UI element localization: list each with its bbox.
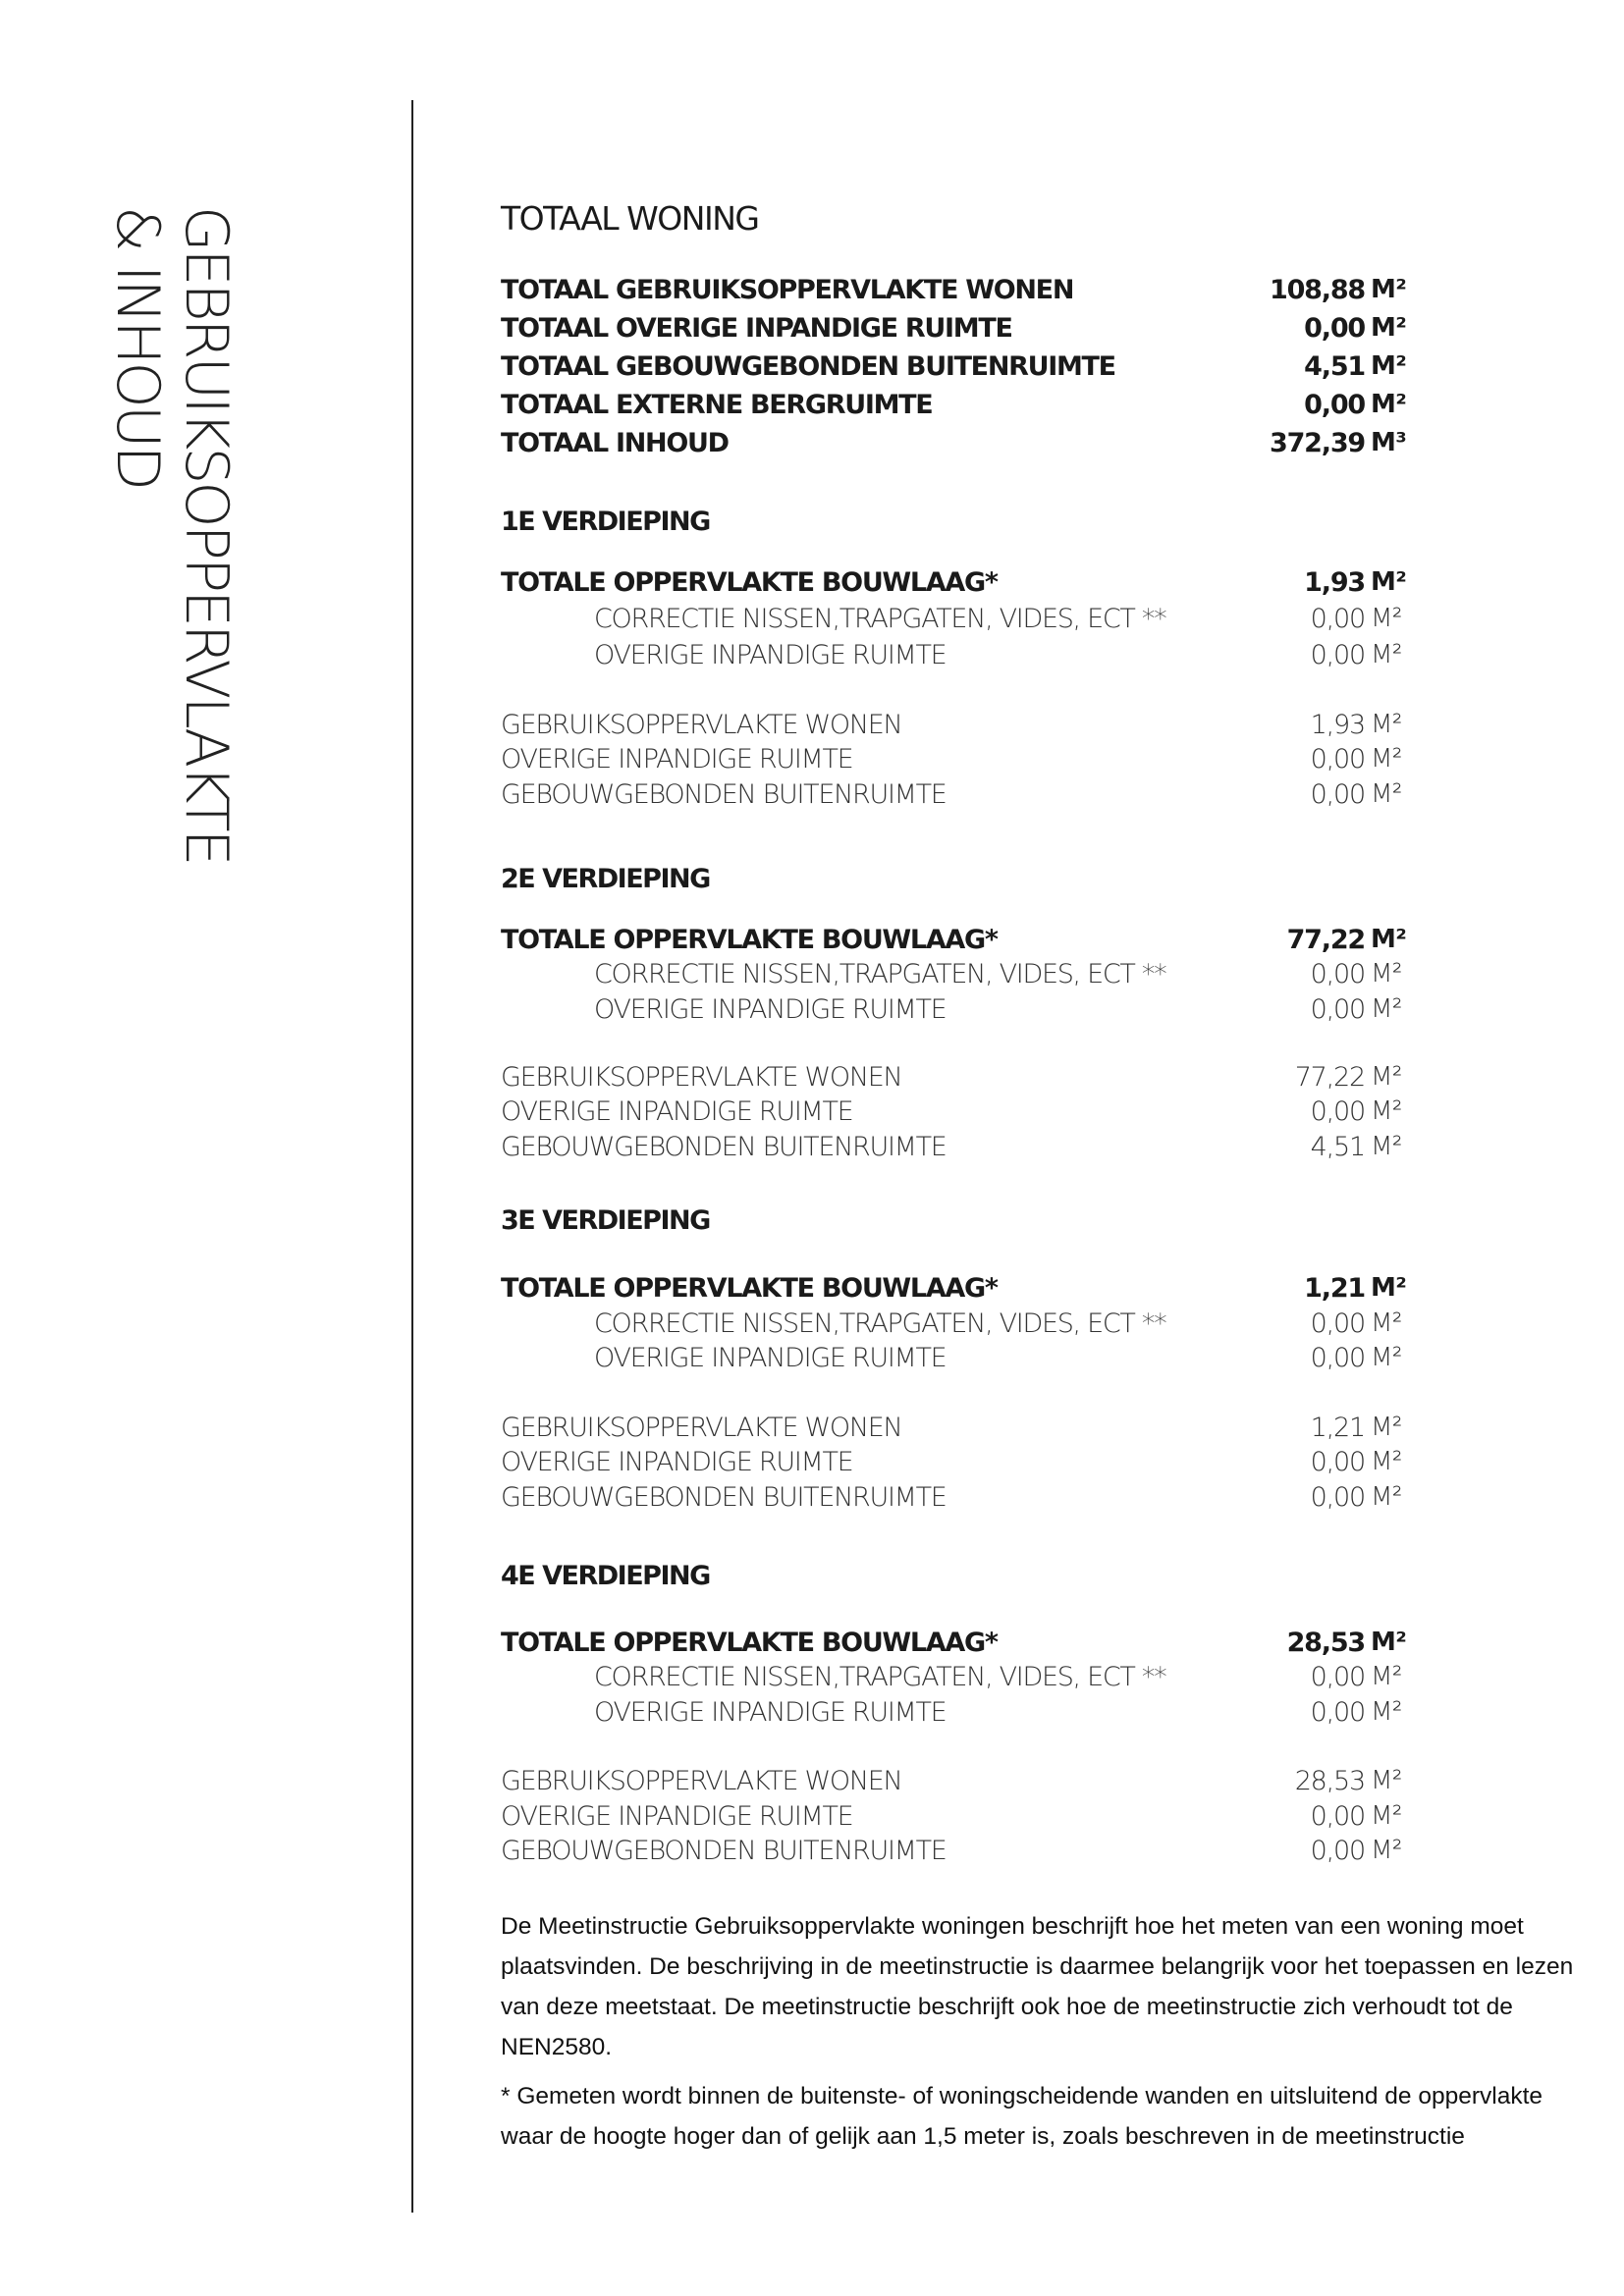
totals-unit: M² — [1371, 351, 1407, 381]
totals-unit: M³ — [1371, 428, 1407, 457]
totals-unit: M² — [1371, 313, 1407, 343]
bouwlaag-unit: M² — [1371, 1628, 1407, 1657]
area-label: GEBRUIKSOPPERVLAKTE WONEN — [501, 710, 902, 740]
correction-label: OVERIGE INPANDIGE RUIMTE — [594, 994, 947, 1025]
correction-label: OVERIGE INPANDIGE RUIMTE — [594, 1343, 947, 1373]
area-unit: M² — [1371, 1766, 1402, 1795]
totals-value: 372,39 — [1270, 428, 1365, 458]
correction-unit: M² — [1371, 1343, 1402, 1372]
correction-unit: M² — [1371, 959, 1402, 988]
correction-label: OVERIGE INPANDIGE RUIMTE — [594, 1697, 947, 1728]
correction-value: 0,00 — [1310, 1662, 1365, 1692]
totals-value: 108,88 — [1270, 275, 1365, 305]
floor-title: 1E VERDIEPING — [501, 507, 710, 537]
bouwlaag-value: 1,21 — [1304, 1273, 1365, 1304]
area-label: OVERIGE INPANDIGE RUIMTE — [501, 1801, 853, 1832]
area-value: 1,21 — [1310, 1413, 1365, 1443]
totals-label: TOTAAL GEBRUIKSOPPERVLAKTE WONEN — [501, 275, 1074, 305]
totals-unit: M² — [1371, 390, 1407, 419]
area-unit: M² — [1371, 1132, 1402, 1161]
correction-unit: M² — [1371, 1662, 1402, 1691]
correction-unit: M² — [1371, 994, 1402, 1024]
area-unit: M² — [1371, 744, 1402, 774]
area-unit: M² — [1371, 1447, 1402, 1476]
area-label: GEBRUIKSOPPERVLAKTE WONEN — [501, 1062, 902, 1093]
area-label: GEBOUWGEBONDEN BUITENRUIMTE — [501, 1132, 947, 1162]
totals-label: TOTAAL EXTERNE BERGRUIMTE — [501, 390, 933, 420]
area-label: GEBOUWGEBONDEN BUITENRUIMTE — [501, 779, 947, 810]
correction-unit: M² — [1371, 604, 1402, 633]
correction-label: CORRECTIE NISSEN,TRAPGATEN, VIDES, ECT ** — [594, 1662, 1166, 1692]
correction-value: 0,00 — [1310, 604, 1365, 634]
correction-unit: M² — [1371, 1308, 1402, 1338]
correction-label: OVERIGE INPANDIGE RUIMTE — [594, 640, 947, 670]
area-unit: M² — [1371, 779, 1402, 809]
totals-value: 0,00 — [1304, 390, 1365, 420]
correction-label: CORRECTIE NISSEN,TRAPGATEN, VIDES, ECT ** — [594, 959, 1166, 989]
correction-value: 0,00 — [1310, 959, 1365, 989]
totals-value: 0,00 — [1304, 313, 1365, 344]
correction-value: 0,00 — [1310, 1343, 1365, 1373]
bouwlaag-value: 77,22 — [1286, 925, 1365, 955]
bouwlaag-unit: M² — [1371, 567, 1407, 597]
area-value: 0,00 — [1310, 1096, 1365, 1127]
floor-title: 3E VERDIEPING — [501, 1205, 710, 1236]
area-value: 0,00 — [1310, 1836, 1365, 1866]
bouwlaag-label: TOTALE OPPERVLAKTE BOUWLAAG* — [501, 1628, 998, 1658]
bouwlaag-label: TOTALE OPPERVLAKTE BOUWLAAG* — [501, 1273, 998, 1304]
area-value: 0,00 — [1310, 1482, 1365, 1513]
area-label: OVERIGE INPANDIGE RUIMTE — [501, 1096, 853, 1127]
correction-label: CORRECTIE NISSEN,TRAPGATEN, VIDES, ECT ** — [594, 1308, 1166, 1339]
correction-value: 0,00 — [1310, 1697, 1365, 1728]
page-title: TOTAAL WONING — [501, 199, 759, 238]
correction-label: CORRECTIE NISSEN,TRAPGATEN, VIDES, ECT ** — [594, 604, 1166, 634]
area-label: GEBRUIKSOPPERVLAKTE WONEN — [501, 1413, 902, 1443]
area-value: 28,53 — [1294, 1766, 1365, 1796]
area-label: GEBRUIKSOPPERVLAKTE WONEN — [501, 1766, 902, 1796]
bouwlaag-unit: M² — [1371, 1273, 1407, 1303]
floor-title: 2E VERDIEPING — [501, 864, 710, 894]
area-unit: M² — [1371, 1482, 1402, 1512]
area-unit: M² — [1371, 1413, 1402, 1442]
bouwlaag-value: 28,53 — [1286, 1628, 1365, 1658]
correction-unit: M² — [1371, 1697, 1402, 1727]
floor-title: 4E VERDIEPING — [501, 1561, 710, 1591]
correction-unit: M² — [1371, 640, 1402, 669]
totals-label: TOTAAL GEBOUWGEBONDEN BUITENRUIMTE — [501, 351, 1115, 382]
area-value: 0,00 — [1310, 779, 1365, 810]
side-title-line1: GEBRUIKSOPPERVLAKTE — [172, 206, 241, 864]
area-unit: M² — [1371, 1062, 1402, 1092]
totals-label: TOTAAL INHOUD — [501, 428, 729, 458]
footnote: * Gemeten wordt binnen de buitenste- of woningscheidende wanden en uitsluitend de oppervlakte waar de hoogte hoger dan of gelijk aan 1,5 meter is, zoals beschreven in de meetinstructie — [501, 2083, 1543, 2150]
bouwlaag-value: 1,93 — [1304, 567, 1365, 598]
measurement-instruction-note: De Meetinstructie Gebruiksoppervlakte woningen beschrijft hoe het meten van een woning moet plaatsvinden. De beschrijving in de meetinstructie is daarmee belangrijk voor het toepassen en lezen van deze meetstaat. De meetinstructie beschrijft ook hoe de meetinstructie zich verhoudt tot de NEN2580. — [501, 1913, 1574, 2060]
area-label: GEBOUWGEBONDEN BUITENRUIMTE — [501, 1482, 947, 1513]
area-value: 0,00 — [1310, 1801, 1365, 1832]
area-label: OVERIGE INPANDIGE RUIMTE — [501, 744, 853, 774]
area-unit: M² — [1371, 1096, 1402, 1126]
correction-value: 0,00 — [1310, 640, 1365, 670]
area-label: OVERIGE INPANDIGE RUIMTE — [501, 1447, 853, 1477]
totals-value: 4,51 — [1304, 351, 1365, 382]
bouwlaag-label: TOTALE OPPERVLAKTE BOUWLAAG* — [501, 567, 998, 598]
area-unit: M² — [1371, 1801, 1402, 1831]
correction-value: 0,00 — [1310, 994, 1365, 1025]
area-value: 4,51 — [1310, 1132, 1365, 1162]
area-unit: M² — [1371, 710, 1402, 739]
area-value: 1,93 — [1310, 710, 1365, 740]
side-title — [103, 206, 241, 863]
bouwlaag-label: TOTALE OPPERVLAKTE BOUWLAAG* — [501, 925, 998, 955]
totals-label: TOTAAL OVERIGE INPANDIGE RUIMTE — [501, 313, 1012, 344]
area-value: 77,22 — [1294, 1062, 1365, 1093]
area-unit: M² — [1371, 1836, 1402, 1865]
totals-unit: M² — [1371, 275, 1407, 304]
correction-value: 0,00 — [1310, 1308, 1365, 1339]
area-value: 0,00 — [1310, 1447, 1365, 1477]
vertical-divider — [411, 100, 413, 2213]
area-value: 0,00 — [1310, 744, 1365, 774]
area-label: GEBOUWGEBONDEN BUITENRUIMTE — [501, 1836, 947, 1866]
bouwlaag-unit: M² — [1371, 925, 1407, 954]
side-title-line2: & INHOUD — [103, 206, 172, 488]
